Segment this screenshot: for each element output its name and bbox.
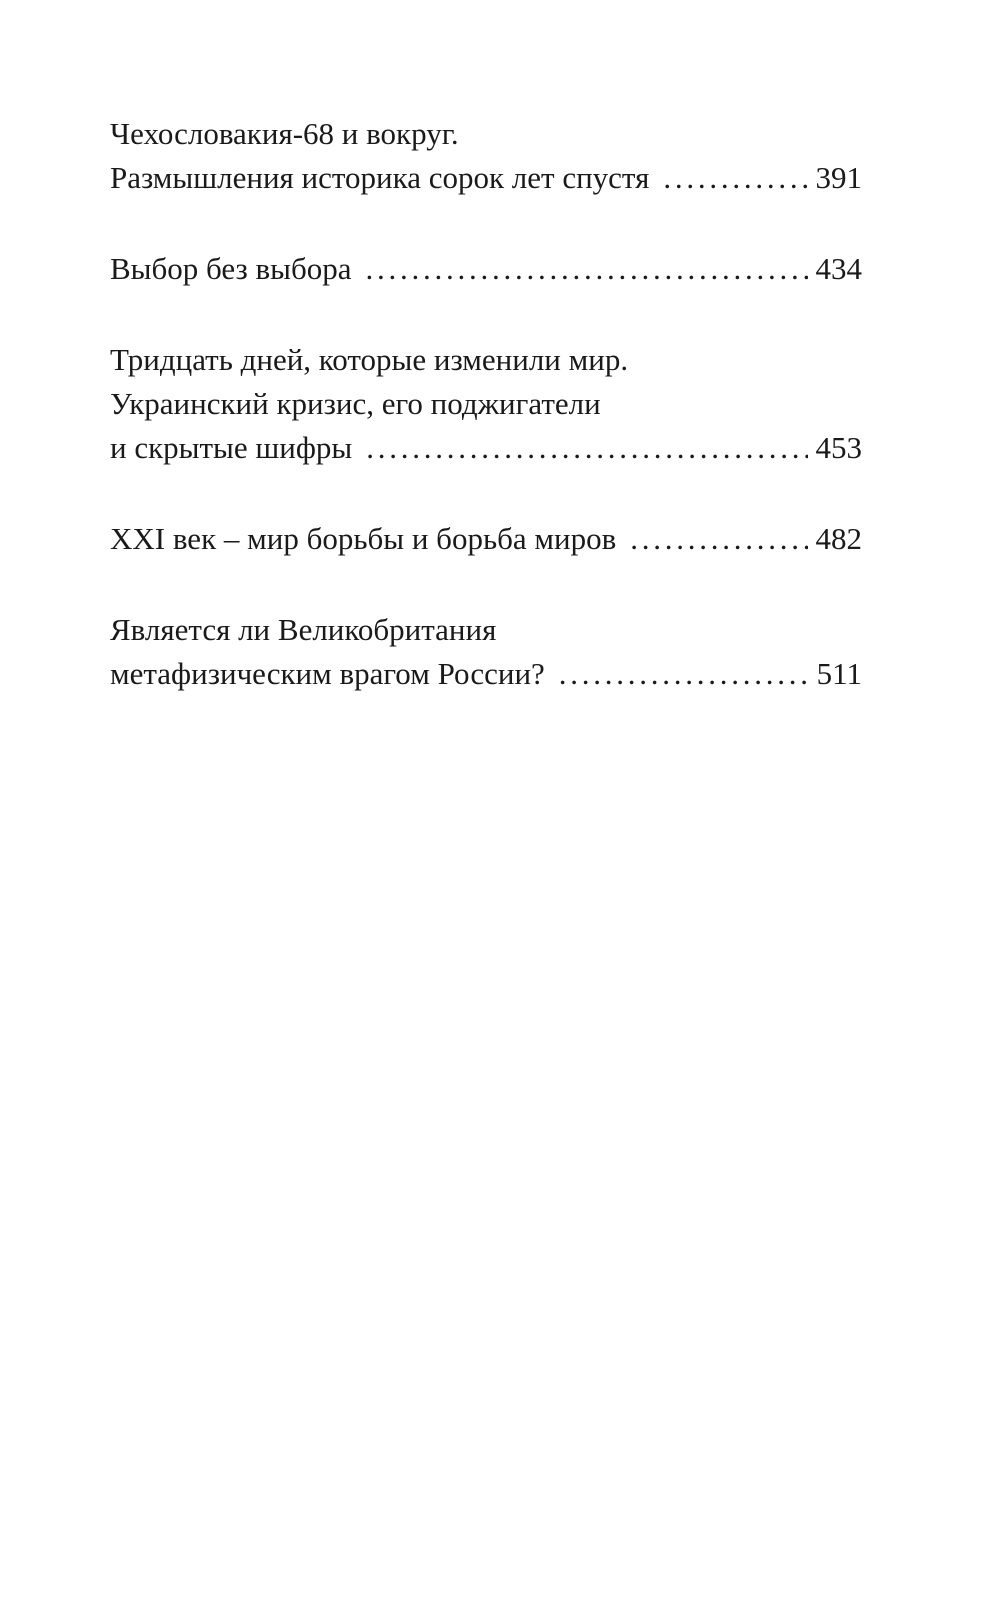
toc-entry-title: Украинский кризис, его поджигатели — [110, 386, 601, 421]
toc-page-number: 511 — [816, 656, 862, 691]
dot-leader — [630, 517, 807, 561]
toc-entry-title: и скрытые шифры — [110, 430, 353, 465]
toc-entry — [110, 338, 862, 470]
toc-page-number: 434 — [815, 251, 862, 286]
table-of-contents — [110, 112, 862, 743]
toc-entry-title-line — [110, 517, 862, 561]
dot-leader — [559, 652, 809, 696]
toc-entry-title: Чехословакия-68 и вокруг. — [110, 116, 459, 151]
toc-entry — [110, 247, 862, 291]
toc-entry-title-line — [110, 338, 862, 382]
toc-entry-title: XXI век – мир борьбы и борьба миров — [110, 521, 617, 556]
toc-page-number: 453 — [815, 430, 862, 465]
toc-entry-title-line — [110, 426, 862, 470]
toc-page-number: 482 — [815, 521, 862, 556]
dot-leader — [663, 156, 807, 200]
toc-entry-title: метафизическим врагом России? — [110, 656, 545, 691]
toc-entry-title-line — [110, 247, 862, 291]
toc-page-number: 391 — [815, 160, 862, 195]
toc-entry — [110, 112, 862, 200]
toc-entry-title-line — [110, 156, 862, 200]
toc-entry-title: Выбор без выбора — [110, 251, 352, 286]
toc-entry-title: Тридцать дней, которые изменили мир. — [110, 342, 629, 377]
toc-entry-title-line — [110, 608, 862, 652]
toc-entry — [110, 608, 862, 696]
toc-entry-title-line — [110, 382, 862, 426]
toc-entry — [110, 517, 862, 561]
toc-entry-title-line — [110, 112, 862, 156]
toc-entry-title-line — [110, 652, 862, 696]
toc-entry-title: Размышления историка сорок лет спустя — [110, 160, 650, 195]
dot-leader — [366, 247, 808, 291]
dot-leader — [366, 426, 807, 470]
toc-entry-title: Является ли Великобритания — [110, 612, 497, 647]
